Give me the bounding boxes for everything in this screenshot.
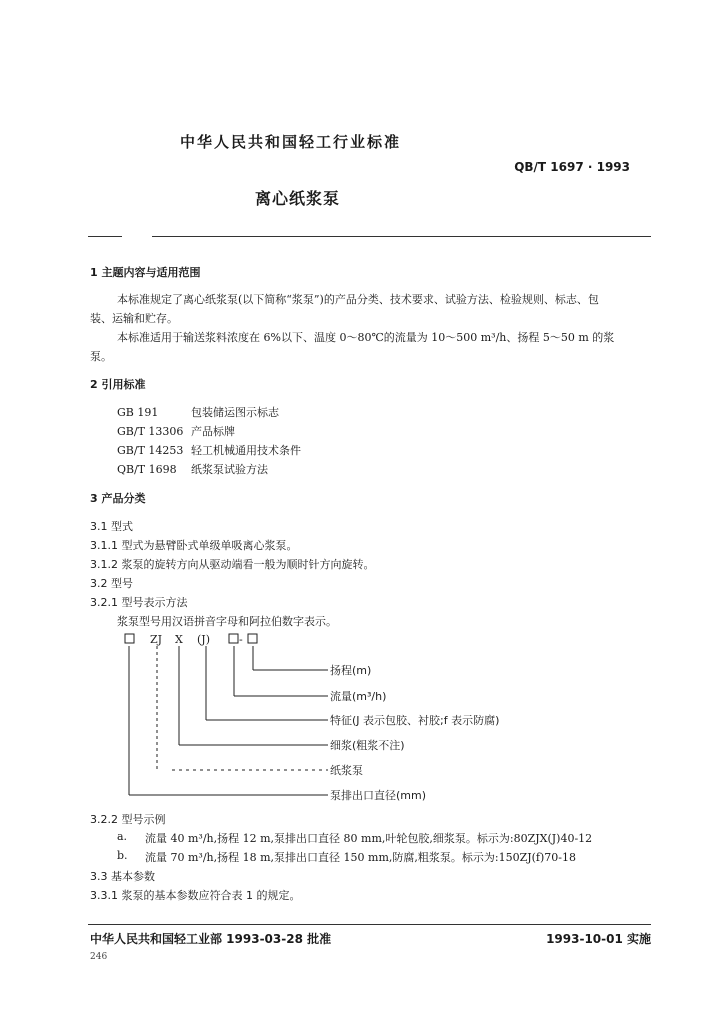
example-b-marker: b. bbox=[117, 849, 128, 862]
section-1-para-1-line-2: 装、运输和贮存。 bbox=[90, 312, 178, 325]
model-code-x: X bbox=[175, 633, 183, 646]
approval-line: 中华人民共和国轻工业部 1993-03-28 批准 bbox=[90, 932, 332, 946]
model-code-zj: ZJ bbox=[150, 633, 163, 646]
clause-3-1-1: 3.1.1 型式为悬臂卧式单级单吸离心浆泵。 bbox=[90, 539, 298, 552]
reference-code: GB 191 bbox=[117, 406, 159, 419]
reference-code: GB/T 14253 bbox=[117, 444, 184, 457]
section-1-para-2-line-1: 本标准适用于输送浆料浓度在 6%以下、温度 0～80℃的流量为 10～500 m³/h、扬程 5～50 m 的浆 bbox=[117, 331, 615, 344]
document-title: 离心纸浆泵 bbox=[255, 189, 341, 208]
clause-3-1: 3.1 型式 bbox=[90, 520, 133, 533]
section-1-para-2-line-2: 泵。 bbox=[90, 350, 112, 363]
footer-rule bbox=[88, 924, 651, 925]
example-a-marker: a. bbox=[117, 830, 128, 843]
placeholder-box-flow bbox=[229, 634, 238, 643]
reference-name: 产品标牌 bbox=[191, 425, 235, 438]
issuing-standard-title: 中华人民共和国轻工行业标准 bbox=[180, 133, 402, 151]
clause-3-2-1-text: 浆泵型号用汉语拼音字母和阿拉伯数字表示。 bbox=[117, 615, 337, 628]
label-fine: 细浆(粗浆不注) bbox=[330, 739, 405, 752]
clause-3-1-2: 3.1.2 浆泵的旋转方向从驱动端看一般为顺时针方向旋转。 bbox=[90, 558, 375, 571]
model-code-dash: - bbox=[239, 633, 243, 646]
page-number: 246 bbox=[90, 952, 108, 962]
reference-name: 纸浆泵试验方法 bbox=[191, 463, 268, 476]
reference-code: GB/T 13306 bbox=[117, 425, 184, 438]
label-paper-pump: 纸浆泵 bbox=[330, 764, 363, 777]
reference-name: 轻工机械通用技术条件 bbox=[191, 444, 301, 457]
clause-3-2: 3.2 型号 bbox=[90, 577, 133, 590]
section-1-para-1-line-1: 本标准规定了离心纸浆泵(以下简称“浆泵”)的产品分类、技术要求、试验方法、检验规则、标志、包 bbox=[117, 293, 599, 306]
clause-3-2-2: 3.2.2 型号示例 bbox=[90, 813, 166, 826]
reference-code: QB/T 1698 bbox=[117, 463, 177, 476]
label-feature: 特征(J 表示包胶、衬胶;f 表示防腐) bbox=[330, 714, 500, 727]
reference-name: 包装储运图示标志 bbox=[191, 406, 279, 419]
section-2-heading: 2 引用标准 bbox=[90, 378, 146, 391]
clause-3-3: 3.3 基本参数 bbox=[90, 870, 155, 883]
label-outlet-diameter: 泵排出口直径(mm) bbox=[330, 789, 427, 802]
implementation-date: 1993-10-01 实施 bbox=[546, 932, 651, 946]
section-1-heading: 1 主题内容与适用范围 bbox=[90, 266, 201, 279]
clause-3-3-1: 3.3.1 浆泵的基本参数应符合表 1 的规定。 bbox=[90, 889, 301, 902]
clause-3-2-1: 3.2.1 型号表示方法 bbox=[90, 596, 188, 609]
placeholder-box-head bbox=[248, 634, 257, 643]
example-a: 流量 40 m³/h,扬程 12 m,泵排出口直径 80 mm,叶轮包胶,细浆泵。标示为:80ZJX(J)40-12 bbox=[145, 832, 593, 845]
model-code-j: (J) bbox=[197, 633, 210, 646]
section-3-heading: 3 产品分类 bbox=[90, 492, 146, 505]
placeholder-box-outlet bbox=[125, 634, 134, 643]
label-flow: 流量(m³/h) bbox=[330, 690, 387, 703]
example-b: 流量 70 m³/h,扬程 18 m,泵排出口直径 150 mm,防腐,粗浆泵。标示为:150ZJ(f)70-18 bbox=[145, 851, 576, 864]
standard-number: QB/T 1697 · 1993 bbox=[514, 160, 630, 174]
label-head: 扬程(m) bbox=[330, 664, 372, 677]
